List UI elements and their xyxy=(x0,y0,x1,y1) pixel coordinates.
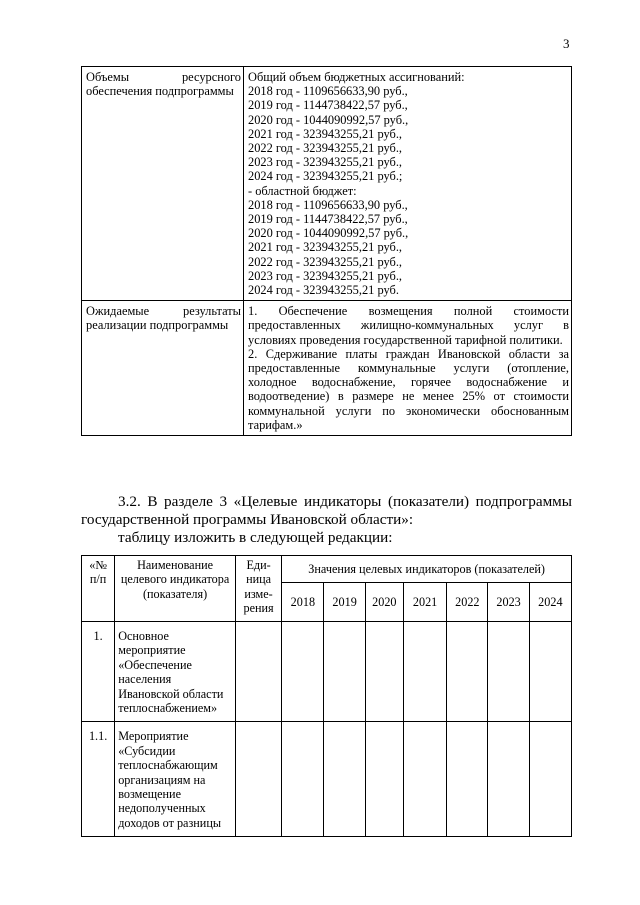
instruction-paragraph: таблицу изложить в следующей редакции: xyxy=(118,529,393,546)
page-number: 3 xyxy=(563,36,570,51)
empty-cell xyxy=(235,722,281,837)
budget-line: 2020 год - 1044090992,57 руб., xyxy=(248,226,409,241)
empty-cell xyxy=(488,622,529,722)
budget-line: 2024 год - 323943255,21 руб.; xyxy=(248,169,403,184)
budget-line: 2019 год - 1144738422,57 руб., xyxy=(248,212,408,227)
table-row xyxy=(82,622,572,722)
table-row xyxy=(82,301,572,436)
budget-line: 2022 год - 323943255,21 руб., xyxy=(248,254,403,269)
budget-line: 2022 год - 323943255,21 руб., xyxy=(248,141,403,156)
result-item-1: 1. Обеспечение возмещения полной стоимости предоставленных жилищно-коммунальных услуг в условиях проведения государственной тарифной политики. xyxy=(248,304,569,347)
header-values: Значения целевых индикаторов (показателей) xyxy=(282,556,572,583)
header-num: «№ п/п xyxy=(82,556,115,622)
header-year: 2023 xyxy=(488,583,529,622)
empty-cell xyxy=(488,722,529,837)
row-name: Основное мероприятие «Обеспечение населения Ивановской области теплоснабжением» xyxy=(115,622,236,722)
empty-cell xyxy=(447,622,488,722)
empty-cell xyxy=(447,722,488,837)
empty-cell xyxy=(365,722,403,837)
table-row xyxy=(82,67,572,301)
empty-cell xyxy=(324,622,365,722)
row-name: Мероприятие «Субсидии теплоснабжающим организациям на возмещение недополученных доходов от разницы xyxy=(115,722,236,837)
budget-line: 2019 год - 1144738422,57 руб., xyxy=(248,98,408,113)
budget-line: 2021 год - 323943255,21 руб., xyxy=(248,126,403,141)
results-label: Ожидаемые результаты реализации подпрограммы xyxy=(82,301,244,436)
budget-line: - областной бюджет: xyxy=(248,183,357,198)
budget-line: 2023 год - 323943255,21 руб., xyxy=(248,155,403,170)
empty-cell xyxy=(403,722,446,837)
empty-cell xyxy=(235,622,281,722)
empty-cell xyxy=(324,722,365,837)
budget-line: 2021 год - 323943255,21 руб., xyxy=(248,240,403,255)
empty-cell xyxy=(282,722,324,837)
section-paragraph: 3.2. В разделе 3 «Целевые индикаторы (показатели) подпрограммы государственной программы Ивановской области»: xyxy=(81,493,572,528)
budget-line: Общий объем бюджетных ассигнований: xyxy=(248,70,465,84)
header-year: 2024 xyxy=(529,583,571,622)
empty-cell xyxy=(529,722,571,837)
empty-cell xyxy=(529,622,571,722)
header-year: 2020 xyxy=(365,583,403,622)
resource-values xyxy=(244,67,572,301)
table-header-row xyxy=(82,556,572,583)
target-indicators-table xyxy=(81,555,572,837)
header-unit: Еди-ница изме-рения xyxy=(235,556,281,622)
result-item-2: 2. Сдерживание платы граждан Ивановской области за предоставленные коммунальные услуги (отопление, холодное водоснабжение, горячее водоснабжение и водоотведение) в размере не менее 25% от стоимости коммунальной услуги по экономически обоснованным тарифам.» xyxy=(248,346,569,432)
budget-line: 2023 год - 323943255,21 руб., xyxy=(248,268,403,283)
budget-line: 2018 год - 1109656633,90 руб., xyxy=(248,197,408,212)
subprogram-passport-table xyxy=(81,66,572,436)
results-values xyxy=(244,301,572,436)
header-year: 2021 xyxy=(403,583,446,622)
budget-line: 2018 год - 1109656633,90 руб., xyxy=(248,84,408,99)
row-num: 1.1. xyxy=(82,722,115,837)
header-year: 2019 xyxy=(324,583,365,622)
empty-cell xyxy=(365,622,403,722)
header-year: 2022 xyxy=(447,583,488,622)
empty-cell xyxy=(282,622,324,722)
budget-line: 2020 год - 1044090992,57 руб., xyxy=(248,112,409,127)
budget-line: 2024 год - 323943255,21 руб. xyxy=(248,283,399,298)
header-year: 2018 xyxy=(282,583,324,622)
row-num: 1. xyxy=(82,622,115,722)
resource-label: Объемы ресурсного обеспечения подпрограммы xyxy=(82,67,244,301)
table-row xyxy=(82,722,572,837)
header-name: Наименование целевого индикатора (показателя) xyxy=(115,556,236,622)
empty-cell xyxy=(403,622,446,722)
